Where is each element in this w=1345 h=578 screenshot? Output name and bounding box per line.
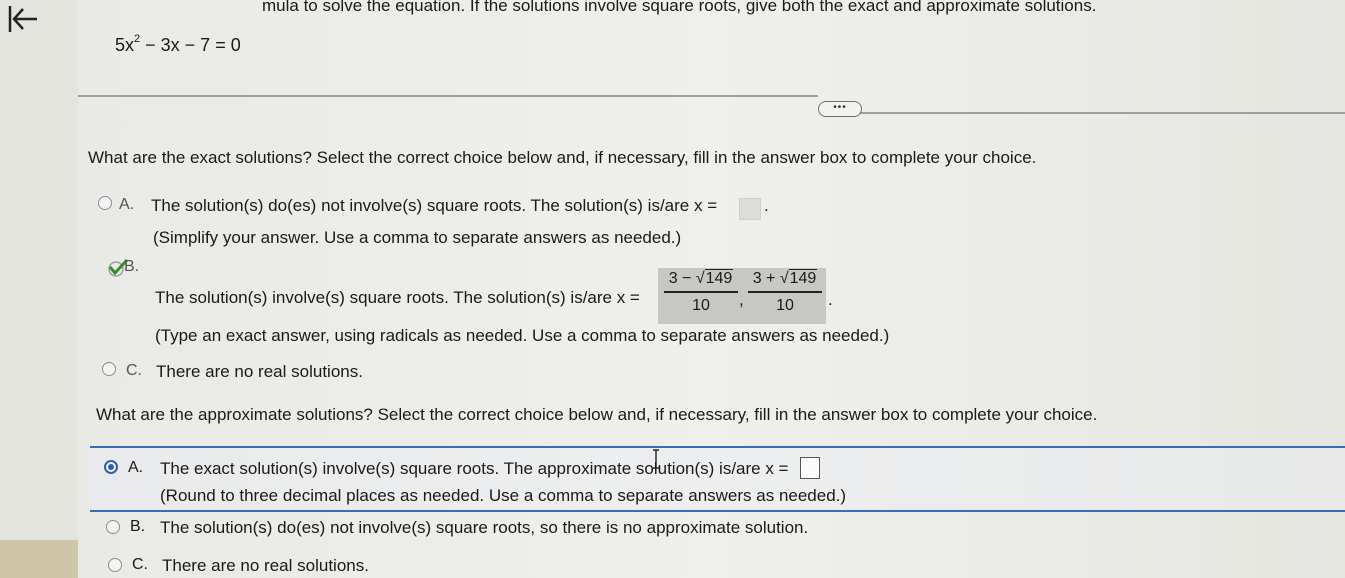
q1-choice-b-suffix: .: [828, 290, 833, 309]
equation-coefficient: 5x: [115, 35, 135, 55]
q1-radio-a[interactable]: [98, 196, 112, 210]
q2-radio-c[interactable]: [108, 558, 122, 572]
q1-choice-b-text: The solution(s) involve(s) square roots. The solution(s) is/are x =: [155, 288, 640, 307]
q1-choice-a-hint: (Simplify your answer. Use a comma to separate answers as needed.): [153, 228, 682, 247]
left-sidebar: [0, 0, 78, 578]
sidebar-footer: [0, 540, 78, 578]
q2-choice-b-text: The solution(s) do(es) not involve(s) square roots, so there is no approximate solution.: [160, 518, 809, 537]
q2-choice-a-text: The exact solution(s) involve(s) square roots. The approximate solution(s) is/are x =: [160, 459, 789, 478]
q1-choice-b-letter: B.: [124, 258, 140, 275]
instructions-text: [100, 0, 1097, 16]
q1-choice-c-text: There are no real solutions.: [156, 362, 363, 381]
solution-fraction-plus: 3 + √149 10: [748, 270, 822, 315]
text-cursor-icon: [651, 448, 661, 470]
q2-choice-a-hint: (Round to three decimal places as needed. Use a comma to separate answers as needed.): [160, 486, 847, 505]
q2-radio-a[interactable]: [104, 460, 118, 474]
q2-choice-c-text: There are no real solutions.: [162, 556, 369, 575]
solution-fraction-minus: 3 − √149 10: [664, 270, 738, 315]
equation-exponent: 2: [134, 33, 141, 45]
q2-choice-b-letter: B.: [130, 518, 146, 535]
question1-prompt: What are the exact solutions? Select the correct choice below and, if necessary, fill in the answer box to complete your choice.: [88, 148, 1037, 167]
frac1-radicand: 149: [705, 270, 733, 287]
q1-choice-a-suffix: .: [764, 196, 769, 215]
frac2-denominator: 10: [776, 296, 794, 314]
frac2-num-part: 3 +: [752, 270, 776, 287]
q2-radio-b[interactable]: [106, 520, 120, 534]
q1-choice-a-text: The solution(s) do(es) not involve(s) square roots. The solution(s) is/are x =: [151, 196, 718, 215]
solution-separator: ,: [739, 290, 744, 309]
q1-choice-c-letter: C.: [126, 362, 142, 379]
frac1-num-part: 3 −: [668, 270, 692, 287]
frac2-radicand: 149: [789, 270, 817, 287]
q2-choice-a-letter: A.: [128, 459, 144, 476]
q1-choice-a-letter: A.: [119, 196, 135, 213]
equation: [115, 35, 241, 56]
more-button[interactable]: •••: [818, 101, 862, 117]
frac1-denominator: 10: [692, 296, 710, 314]
q1-radio-c[interactable]: [102, 362, 116, 376]
q1-choice-a-answer-box[interactable]: [739, 198, 761, 220]
instructions-clipped-text: mula to solve the equation. If the solutions involve square roots, give both the exact and approximate solutions.: [262, 0, 1097, 15]
back-arrow-icon[interactable]: [6, 2, 40, 36]
q2-choice-c-letter: C.: [132, 556, 148, 573]
divider-right: [860, 112, 1345, 114]
divider-left: [78, 95, 818, 97]
question2-prompt: What are the approximate solutions? Select the correct choice below and, if necessary, fill in the answer box to complete your choice.: [96, 405, 1098, 424]
equation-rest: − 3x − 7 = 0: [140, 35, 241, 55]
q1-choice-b-hint: (Type an exact answer, using radicals as needed. Use a comma to separate answers as needed.): [155, 326, 890, 345]
q2-choice-a-answer-box[interactable]: [800, 457, 820, 479]
